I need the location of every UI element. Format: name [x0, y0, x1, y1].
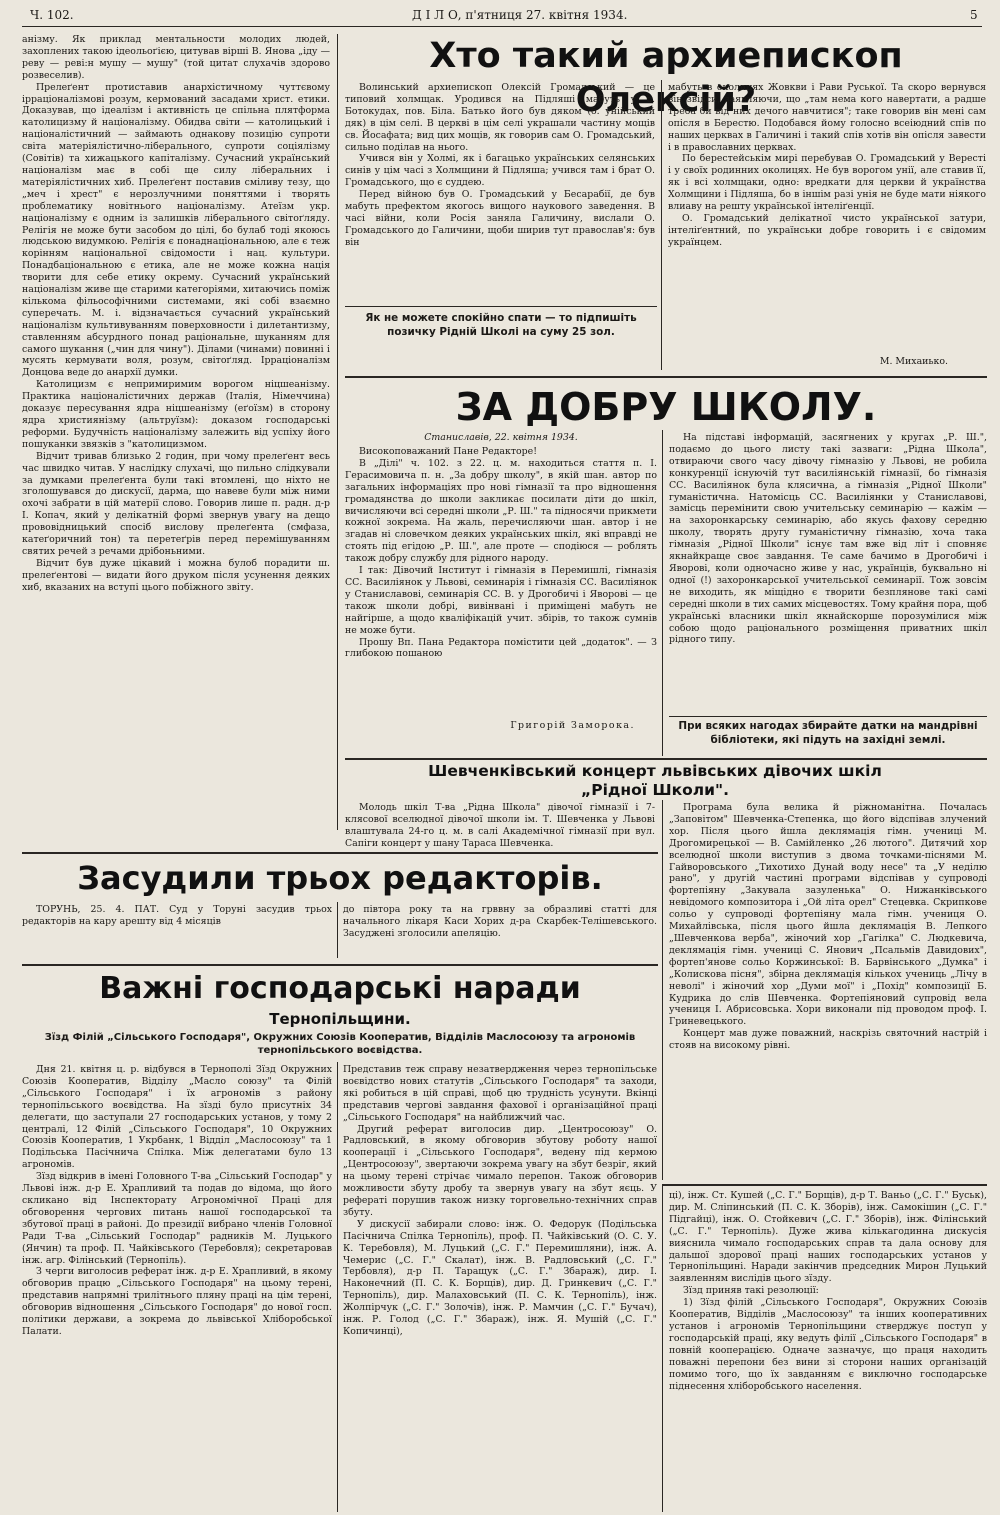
issue-number: Ч. 102. [30, 8, 74, 22]
paragraph: Зїзд приняв такі резолюції: [683, 1285, 819, 1297]
school-editorial-reply [669, 432, 987, 710]
paragraph: ТОРУНЬ, 25. 4. ПАТ. Суд у Торуні засудив трьох редакторів на кару арешту від 4 місяців [22, 904, 332, 927]
editors-col2 [343, 904, 657, 956]
column-divider [662, 800, 663, 1180]
paragraph: мабуть в околицях Жовкви і Рави Руської. Та скоро вернувся він звідси, заявляючи, що „там нема кого навертати, а радше треба би від них дечого навчитися"; таке говорив він мені сам опісля в Берестю. Подобався йому голосно всеіюдний спів по наших церквах в Галичині і такий спів хотів він опісля завести і в православних церквах. [668, 82, 986, 153]
rule [662, 1184, 987, 1186]
paragraph: Відчит тривав близько 2 годин, при чому прелеґент весь час швидко читав. У наслідку слухачі, що пильно слідкували за думками прелеґента були такі втомлені, що ніхто не зголошувався до дискусії, дарма, що навеве були між ними охочі забрати в цій матерії слово. Говорив лише п. радн. д-р І. Копач, який у делікатній формі звернув увагу на дещо прововідницький спосіб вислову прелеґента (смфаза, катеґоричний тон) та перетеґрів перед перемішуванням святих речей з речами дрібоньними. [22, 450, 330, 557]
column-divider [337, 1062, 338, 1512]
paragraph: Представив теж справу незатвердження через тернопільське воєвідство нових статутів „Сільського Господаря" та заходи, які робиться в цій справі, щоб цю трудність усунути. Вкінці представив чергові завдання фахової і організаційної праці „Сільського Господаря" на найближчий час. [343, 1064, 657, 1123]
paragraph: Відчит був дуже цікавий і можна булоб порадити ш. прелеґентові — видати його друком після усунення деяких хиб, вказаних на вступі цього побіжного звіту. [22, 557, 330, 593]
rule [22, 852, 658, 854]
meetings-lead: Зїзд Філій „Сільського Господаря", Окружних Союзів Кооператив, Відділів Маслосоюзу та агрономів тернопільського воєвідства. [44, 1032, 636, 1056]
paragraph: О. Громадський делікатної чисто української затури, інтеліґентний, по українськи добре говорить і є свідомим українцем. [668, 212, 986, 248]
masthead [22, 4, 982, 27]
paragraph: 1) Зїзд філій „Сільського Господаря", Окружних Союзів Кооператив, Відділів „Маслосоюзу" та інших кооперативних установ і агрономів Тернопільщини стверджує поступ у господарській праці, яку ведуть філії „Сільського Господаря" в повній кооперацією. Одначе зазначує, що праця находить поважні перепони без вини зі сторони наших організацій помимо того, що їх завданням є виключно господарське піднесення хліборобського населення. [669, 1297, 987, 1392]
paragraph: Перед війною був О. Громадський у Бесарабії, де був мабуть префектом якогось вищого наукового заведення. В часі війни, коли Росія заняла Галичину, вислали О. Громадського до Галичини, щоби ширив тут православ'я: був він [345, 189, 655, 248]
page-number: 5 [970, 8, 978, 22]
paragraph: У дискусії забирали слово: інж. О. Федорук (Подільська Пасічнича Спілка Тернопіль), проф. П. Чайківський (О. С. У. К. Теребовля), М. Луцький („С. Г." Перемишляни), інж. А. Чемерис („С. Г." Скалат), інж. В. Радловський („С. Г." Тербовля), д-р П. Таращук („С. Г." Збараж), дир. І. Наконечний (П. С. К. Борщів), дир. Д. Гринкевич („С. Г." Тернопіль), дир. Малаховський (П. С. К. Тернопіль), інж. Жолпірчук („С. Г." Золочів), інж. Р. Мамчин („С. Г." Бучач), інж. Р. Голод („С. Г." Збараж), інж. Я. Мушій („С. Г." Копичинці), [343, 1218, 657, 1337]
concert-col1 [345, 802, 655, 848]
paragraph: Другий реферат виголосив дир. „Центросоюзу" О. Радловський, в якому обговорив збутову роботу нашої кооперації і „Сільського Господаря", ведену під кермою „Центросоюзу", звертаючи зокрема увагу на збут безріг, який на цьому терені стрічає чимало перепон. Також обговорив можливости збуту дробу та звернув увагу на збут яєць. У рефераті порушив також низку торговельно-технічних справ збуту. [343, 1123, 657, 1218]
rule [669, 716, 987, 717]
paragraph: до півтора року та на грввну за образливі статті для начального лікаря Каси Хорих д-ра Скарбек-Телішевського. Засуджені зголосили апеляцію. [343, 904, 657, 939]
column-divider [662, 430, 663, 756]
meetings-col3 [669, 1190, 987, 1512]
paragraph: Програма була велика й ріжноманітна. Почалась „Заповітом" Шевченка-Степенка, що його відспівав злучений хор. Після цього йшла деклямація гімн. учениці М. Дрогомирецької — В. Самійленко „26 лютого". Дитячий хор вселюдної школи виступив з двома точками-піснями М. Гайворовського „Тихотихо Дунай воду несе" та „У неділю рано", у другій частині програми відспівав у супроводі фортепіяну „Закувала зазуленька" О. Нижанківського невідомого композитора і „Ой літа орел" Стецевка. Скрипкове сольо у супроводі фортепіяну мала гімн. учениця О. Михайлівська, після цього йшла деклямація В. Лепкого „Шевченкова верба", жіночий хор „Гагілка" С. Людкевича, деклямація гімн. учениці С. Янович „Псальмів Давидових", фортеп'янове сольо Коржинської: В. Барвінського „Думка" і „Колискова пісня", збірна деклямація кількох учениць „Лічу в неволі" і жіночий хор „Думи мої" і „Похід" композиції Б. Кудрика до слів Шевченка. Фортепіяновий супровід вела учениця І. Абрисовська. Хори виконали під проводом проф. І. Гриневецького. [669, 802, 987, 1028]
headline-good-school: ЗА ДОБРУ ШКОЛУ. [455, 385, 877, 429]
paragraph: Прошу Вп. Пана Редактора помістити цей „додаток". — З глибокою пошаною [345, 636, 657, 660]
paragraph: І так: Дівочий Інститут і гімназія в Перемишлі, гімназія СС. Василіянок у Львові, семинарія і гімназія СС. Василіянок у Станиславові, семинарія СС. В. у Дрогобичі і Яворові — це також школи добрі, вивінвані і приміщені мабуть не найгірше, а щодо кваліфікацій учит. збірів, то також сумнів не може бути. [345, 565, 657, 636]
headline-three-editors: Засудили трьох редакторів. [77, 859, 603, 897]
subheadline-ternopil: Тернопільщини. [269, 1010, 411, 1028]
signature-mykhanko: М. Михаиько. [879, 356, 948, 367]
headline-shevchenko-concert: Шевченківський концерт львівських дівочих шкіл „Рідної Школи". [428, 762, 882, 799]
column-divider [337, 34, 338, 830]
paragraph: Концерт мав дуже поважний, наскрізь святочний настрій і стояв на високому рівні. [669, 1028, 987, 1052]
column-divider [337, 902, 338, 958]
meetings-col2 [343, 1064, 657, 1514]
signature-zamoroka: Григорій Заморока. [510, 720, 635, 731]
rule [345, 758, 987, 760]
paragraph: анізму. Як приклад ментальности молодих людей, захоплених такою ідеольоґією, цитував вірші В. Янова „іду — реву — реві:н мушу — мушу" (той цитат слухачів здорово розвеселив). [22, 34, 330, 81]
school-letter [345, 446, 657, 714]
rule [345, 306, 657, 307]
paragraph: З черги виголосив реферат інж. д-р Е. Храпливий, в якому обговорив працю „Сільського Господаря" на цьому терені, представив напрямні трилітнього пляну праці на цім терені, обговорив відношення „Сільського Господаря" до нової госп. політики держави, а зокрема до львівської Хліборобської Палати. [22, 1266, 332, 1337]
headline-economic-meetings: Важні господарські наради [99, 971, 581, 1006]
dateline-stanyslaviv: Станиславів, 22. квітня 1934. [424, 432, 578, 443]
paragraph: На підставі інформацій, засягнених у кругах „Р. Ш.", подаємо до цього листу такі зазваги: „Рідна Школа", отвираючи свого часу дівочу гімназію у Львові, не робила конкуренції існуючій тут василіянській гімназії, бо гімназія СС. Василіянок була клясична, а гімназія „Рідної Школи" гуманістична. Натомісць СС. Василіянки у Станиславові, замісць перемінити свою учительську семинарію — кажім — на захоронкарську семинарію, або якусь фахову середню школу, творять другу гуманістичну гімназію, хоча така гімназія „Рідної Школи" існує там вже від літ і сповняє якнайкраще своє завдання. Те саме бачимо в Дрогобичі і Яворові, коли одночасно живе у нас, українців, буквально ні одної (!) захоронкарської учительської семинарії. Тож зовсім не виходить, як міщідно є творити безплянове такі самі середні школи в тих самих місцевостях. Тому крайня пора, щоб українські власники шкіл якнайскорше порозумілися між собою щодо раціонального розміщення приватних шкіл рідного типу. [669, 432, 987, 646]
paragraph: Католицизм є непримиримим ворогом ніцшеанізму. Практика націоналістичних держав (Італія, Німеччина) доказує пересування ядра ніцшеанізму (еґоїзм) в сторону ядра християнізму (альтруїзм): доказом господарські реформи. Будучність націоналізму залежить від успіху його пошуканки звязків з "католицизмом. [22, 379, 330, 450]
headline-aleksiy: Хто такий архиепископ Олексій? [429, 36, 903, 120]
library-notice: При всяких нагодах збирайте датки на мандрівні бібліотеки, які підуть на західні землі. [678, 720, 978, 746]
paragraph: Молодь шкіл Т-ва „Рідна Школа" дівочої гімназії і 7-клясової вселюдної дівочої школи ім. Т. Шевченка у Львові влаштувала 24-го ц. м. в салі Академічної гімназії при вул. Сапіги концерт у шану Тараса Шевченка. [345, 802, 655, 848]
paragraph: ці), інж. Ст. Кушей („С. Г." Борщів), д-р Т. Ваньо („С. Г." Буськ), дир. М. Сліпинський (П. С. К. Зборів), інж. Самокішин („С. Г." Підгайці), інж. О. Стойкевич („С. Г." Зборів), інж. Філінський („С. Г." Тернопіль). Дуже жива кількагодинна дискусія вияснила чимало господарських справ та дала основу для дальшої здорової праці наших господарських установ у Тернопільщині. Наради закінчив председник Мирон Луцький заявленням вислідів цього зїзду. [669, 1190, 987, 1285]
loan-notice: Як не можете спокійно спати — то підпишіть позичку Рідній Школі на суму 25 зол. [365, 312, 637, 338]
editors-col1 [22, 904, 332, 956]
rule [345, 376, 987, 378]
rule [22, 964, 658, 966]
paragraph: Дня 21. квітня ц. р. відбувся в Тернополі Зїзд Окружних Союзів Кооператив, Відділу „Масло союзу" та Філій „Сільського Господаря" і їх агрономів з району тернопільського воєвідства. На зїзді було присутніх 34 делегати, що заступали 27 господарських установ, у тому 2 централі, 12 Філій „Сільського Господаря", 10 Окружних Союзів Кооператив, 1 Укрбанк, 1 Відділ „Маслосоюзу" та 1 Подільська Пасічнича Спілка. Між делегатами було 13 агрономів. [22, 1064, 332, 1171]
article-nationalism-continued [22, 34, 330, 824]
paragraph: Волинський архиепископ Олексій Громадський — це типовий холмщак. Уродився на Підляші мабуть у с. Ботокудах, пов. Біла. Батько його був дяком (б. унійський дяк) в цім селі. В церкві в цім селі украшали частину мощів св. Йосафата; вид цих мощів, як говорив сам О. Громадський, сильно поділав на нього. [345, 82, 655, 153]
paragraph: Прелеґент протиставив анархістичному чуттєвому ірраціоналізмові розум, кермований засадами христ. етики. Доказував, що ідеалізм і активність це спільна плятформа католицизму й націоналізму. Обидва світи — католицький і націоналістичний — займають однакову позицію супроти світа матеріялістично-ліберального, супроти соціялізму (Совітів) та хижацького капіталізму. Сучасний український націоналізм має в собі ще силу ліберальних і матеріялістичних хиб. Прелеґент поставив сміливу тезу, що „меч і хрест" є нерозлучними поняттями і творять проблематику новітнього націоналізму. Атеїзм укр. націоналізму є одним із залишків ліберального світоґляду. Релігія не може бути засобом до цілі, бо булаб тоді якоюсь людською видумкою. Релігія є понаднаціональною, але є теж корінням національної свідомости і нац. культури. Понадбаціональною є етика, але не може кожна нація творити для себе етику окрему. Сучасний український націоналізм живе ще старими категоріями, хитаючись поміж кількома фільософічними системами, які собі взаємно суперечать. М. і. відзначається сучасний український націоналізм культивуванням поверховности і дилетантизму, ставленням абсурдного понад раціональне, шуканням для самого шукання („чин для чину"). Ділами (чинами) повинні і мусять кермувати воля, розум, світоґляд. Ірраціоналізм Донцова веде до анархії думки. [22, 81, 330, 379]
masthead-title: Д І Л О, п'ятниця 27. квітня 1934. [412, 8, 628, 22]
column-divider [662, 1184, 663, 1512]
aleksiy-col1 [345, 82, 655, 300]
concert-col2 [669, 802, 987, 1180]
paragraph: В „Ділі" ч. 102. з 22. ц. м. находиться стаття п. І. Герасимовича п. н. „За добру школу", в якій шан. автор по загальних інформаціях про нові гімназії та про відношення громадянства до школи закликає посилати діти до шкіл, вичисляючи всі середні школи „Р. Ш." та підносячи прикмети кожної зокрема. На жаль, перечисляючи шан. автор і не згадав ні словечком деяких українських шкіл, які вправді не стоять під егідою „Р. Ш.", але проте — сподіюся — роблять також добру службу для рідного народу. [345, 457, 657, 565]
meetings-col1 [22, 1064, 332, 1514]
aleksiy-col2 [668, 82, 986, 350]
paragraph: Високоповажаний Пане Редакторе! [359, 446, 538, 457]
paragraph: Зїзд відкрив в імені Головного Т-ва „Сільський Господар" у Львові інж. д-р Е. Храпливий та подав до відома, що його скликано від Інспекторату Агрономічної Праці для обговорення чергових питань нашої господарської та збутової праці в районі. До президії вибрано членів Головної Ради Т-ва „Сільський Господар" радників М. Луцького (Янчин) та проф. П. Чайківського (Теребовля); секретаровав інж. агр. Філінський (Тернопіль). [22, 1171, 332, 1266]
column-divider [661, 80, 662, 370]
paragraph: По берестейськім мирі перебував О. Громадський у Вересті і у своїх родинних околицях. Не був ворогом унії, але ставив її, як і всі холмщаки, одно: вредкати для церкви й українства Холмщини і Підляша, бо в іншім разі унія не буде мати ніякого влиаву на решту української інтеліґенції. [668, 153, 986, 213]
paragraph: Учився він у Холмі, як і багацько українських селянських синів у цім часі з Холмщини й Підляша; учився там і брат О. Громадського, що є суддею. [345, 153, 655, 189]
